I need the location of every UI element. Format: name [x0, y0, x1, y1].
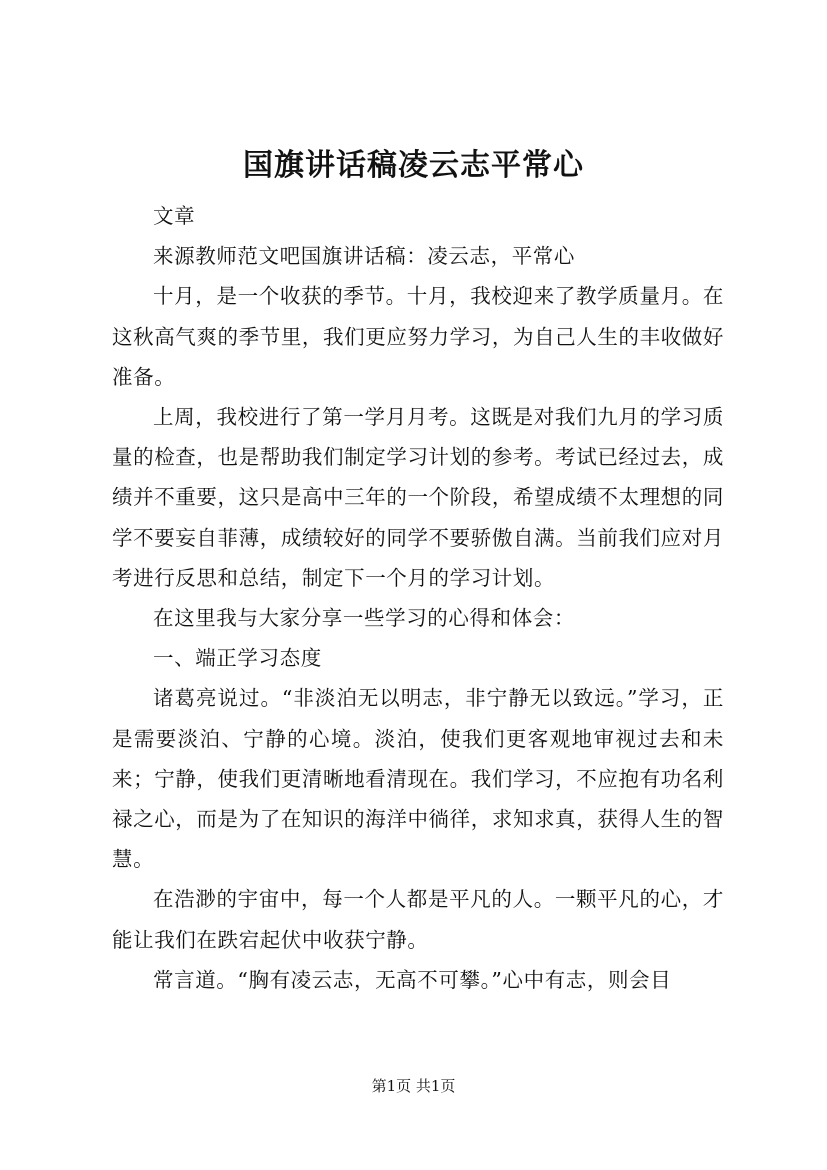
paragraph-intro: 十月，是一个收获的季节。十月，我校迎来了教学质量月。在这秋高气爽的季节里，我们更应努力学习，为自己人生的丰收做好准备。 [112, 284, 724, 389]
paragraph-zhuge: 诸葛亮说过。“非淡泊无以明志，非宁静无以致远。”学习，正是需要淡泊、宁静的心境。淡泊，使我们更客观地审视过去和未来；宁静，使我们更清晰地看清现在。我们学习，不应抱有功名利禄之心，而是为了在知识的海洋中徜徉，求知求真，获得人生的智慧。 [112, 686, 724, 872]
paragraph-share: 在这里我与大家分享一些学习的心得和体会： [153, 606, 575, 631]
document-body [112, 196, 724, 1000]
paragraph-exam: 上周，我校进行了第一学月月考。这既是对我们九月的学习质量的检查，也是帮助我们制定学习计划的参考。考试已经过去，成绩并不重要，这只是高中三年的一个阶段，希望成绩不太理想的同学不要妄自菲薄，成绩较好的同学不要骄傲自满。当前我们应对月考进行反思和总结，制定下一个月的学习计划。 [112, 405, 724, 590]
paragraph-ambition: 常言道。“胸有凌云志，无高不可攀。”心中有志，则会目 [153, 967, 672, 992]
section-heading: 一、端正学习态度 [153, 646, 322, 671]
paragraph-source-label: 文章 [153, 204, 196, 228]
page-footer: 第1页 共1页 [371, 1077, 456, 1095]
document-title: 国旗讲话稿凌云志平常心 [243, 148, 584, 183]
paragraph-source: 来源教师范文吧国旗讲话稿：凌云志，平常心 [153, 244, 575, 269]
paragraph-ordinary: 在浩渺的宇宙中，每一个人都是平凡的人。一颗平凡的心，才能让我们在跌宕起伏中收获宁静。 [112, 887, 724, 952]
